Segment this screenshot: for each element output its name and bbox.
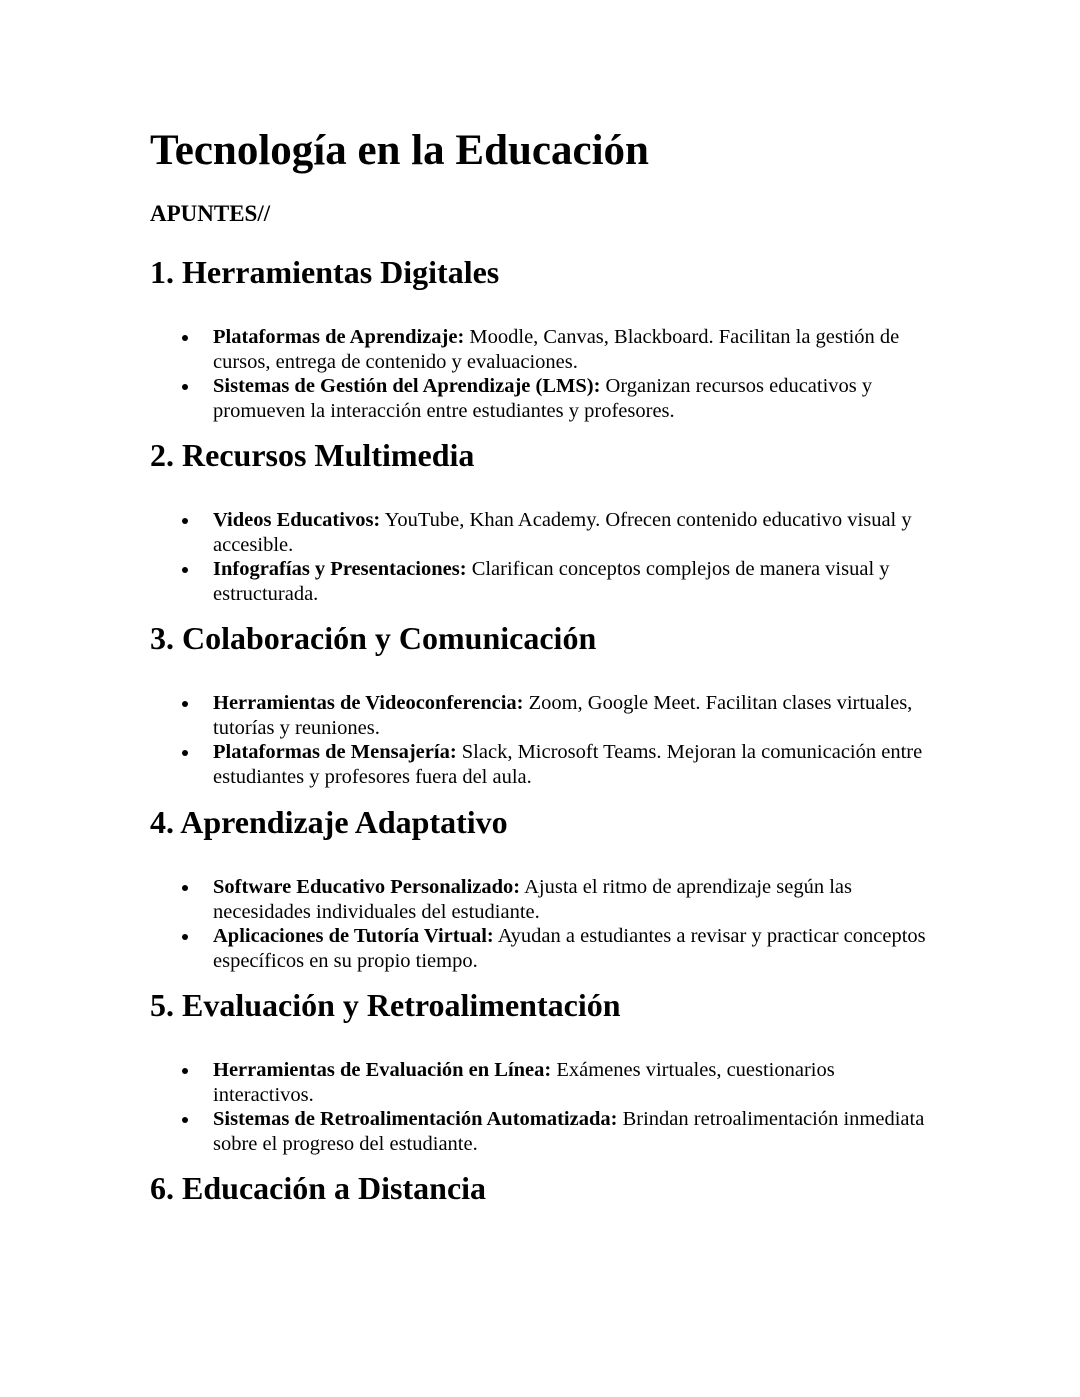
item-term: Software Educativo Personalizado: [213,876,521,898]
bullet-icon [182,567,188,573]
bullet-icon [182,934,188,940]
bullet-icon [182,750,188,756]
list-item [150,325,940,374]
bullet-icon [182,518,188,524]
list-item [150,875,940,924]
section-recursos-multimedia [150,435,940,606]
section-aprendizaje-adaptativo [150,802,940,973]
bullet-list [150,325,940,423]
item-text: Exámenes virtuales, cuestionarios interactivos. [213,1059,835,1106]
list-item [150,374,940,423]
list-item [150,740,940,789]
bullet-icon [182,701,188,707]
section-heading: 4. Aprendizaje Adaptativo [150,804,508,840]
section-colaboracion-comunicacion [150,618,940,789]
list-item [150,508,940,557]
list-item [150,1107,940,1156]
item-term: Videos Educativos: [213,509,381,531]
item-text: Ayudan a estudiantes a revisar y practicar conceptos específicos en su propio tiempo. [213,925,926,972]
item-text: Ajusta el ritmo de aprendizaje según las necesidades individuales del estudiante. [213,876,852,923]
item-text: Brindan retroalimentación inmediata sobre el progreso del estudiante. [213,1108,925,1155]
bullet-icon [182,1117,188,1123]
bullet-list [150,508,940,606]
bullet-icon [182,885,188,891]
item-text: Organizan recursos educativos y promueven la interacción entre estudiantes y profesores. [213,375,873,422]
item-text: Zoom, Google Meet. Facilitan clases virtuales, tutorías y reuniones. [213,692,913,739]
section-heading: 2. Recursos Multimedia [150,437,475,473]
bullet-list [150,875,940,973]
item-term: Sistemas de Gestión del Aprendizaje (LMS): [213,375,601,397]
item-text: Clarifican conceptos complejos de manera visual y estructurada. [213,558,890,605]
item-term: Plataformas de Mensajería: [213,741,457,763]
item-term: Plataformas de Aprendizaje: [213,326,465,348]
list-item [150,557,940,606]
bullet-icon [182,384,188,390]
section-heading: 1. Herramientas Digitales [150,254,500,290]
list-item [150,924,940,973]
item-text: Slack, Microsoft Teams. Mejoran la comunicación entre estudiantes y profesores fuera del aula. [213,741,923,788]
document-subtitle: APUNTES// [150,201,271,226]
document-title: Tecnología en la Educación [150,127,649,174]
item-term: Aplicaciones de Tutoría Virtual: [213,925,494,947]
section-herramientas-digitales [150,252,940,423]
section-heading: 3. Colaboración y Comunicación [150,620,597,656]
section-evaluacion-retroalimentacion [150,985,940,1156]
section-heading: 5. Evaluación y Retroalimentación [150,987,621,1023]
bullet-icon [182,335,188,341]
list-item [150,1058,940,1107]
item-text: Moodle, Canvas, Blackboard. Facilitan la gestión de cursos, entrega de contenido y evaluaciones. [213,326,900,373]
item-text: YouTube, Khan Academy. Ofrecen contenido educativo visual y accesible. [213,509,912,556]
bullet-list [150,691,940,789]
section-educacion-distancia [150,1168,940,1208]
list-item [150,691,940,740]
item-term: Sistemas de Retroalimentación Automatizada: [213,1108,618,1130]
item-term: Infografías y Presentaciones: [213,558,467,580]
item-term: Herramientas de Evaluación en Línea: [213,1059,552,1081]
bullet-list [150,1058,940,1156]
item-term: Herramientas de Videoconferencia: [213,692,524,714]
section-heading: 6. Educación a Distancia [150,1170,487,1206]
bullet-icon [182,1068,188,1074]
